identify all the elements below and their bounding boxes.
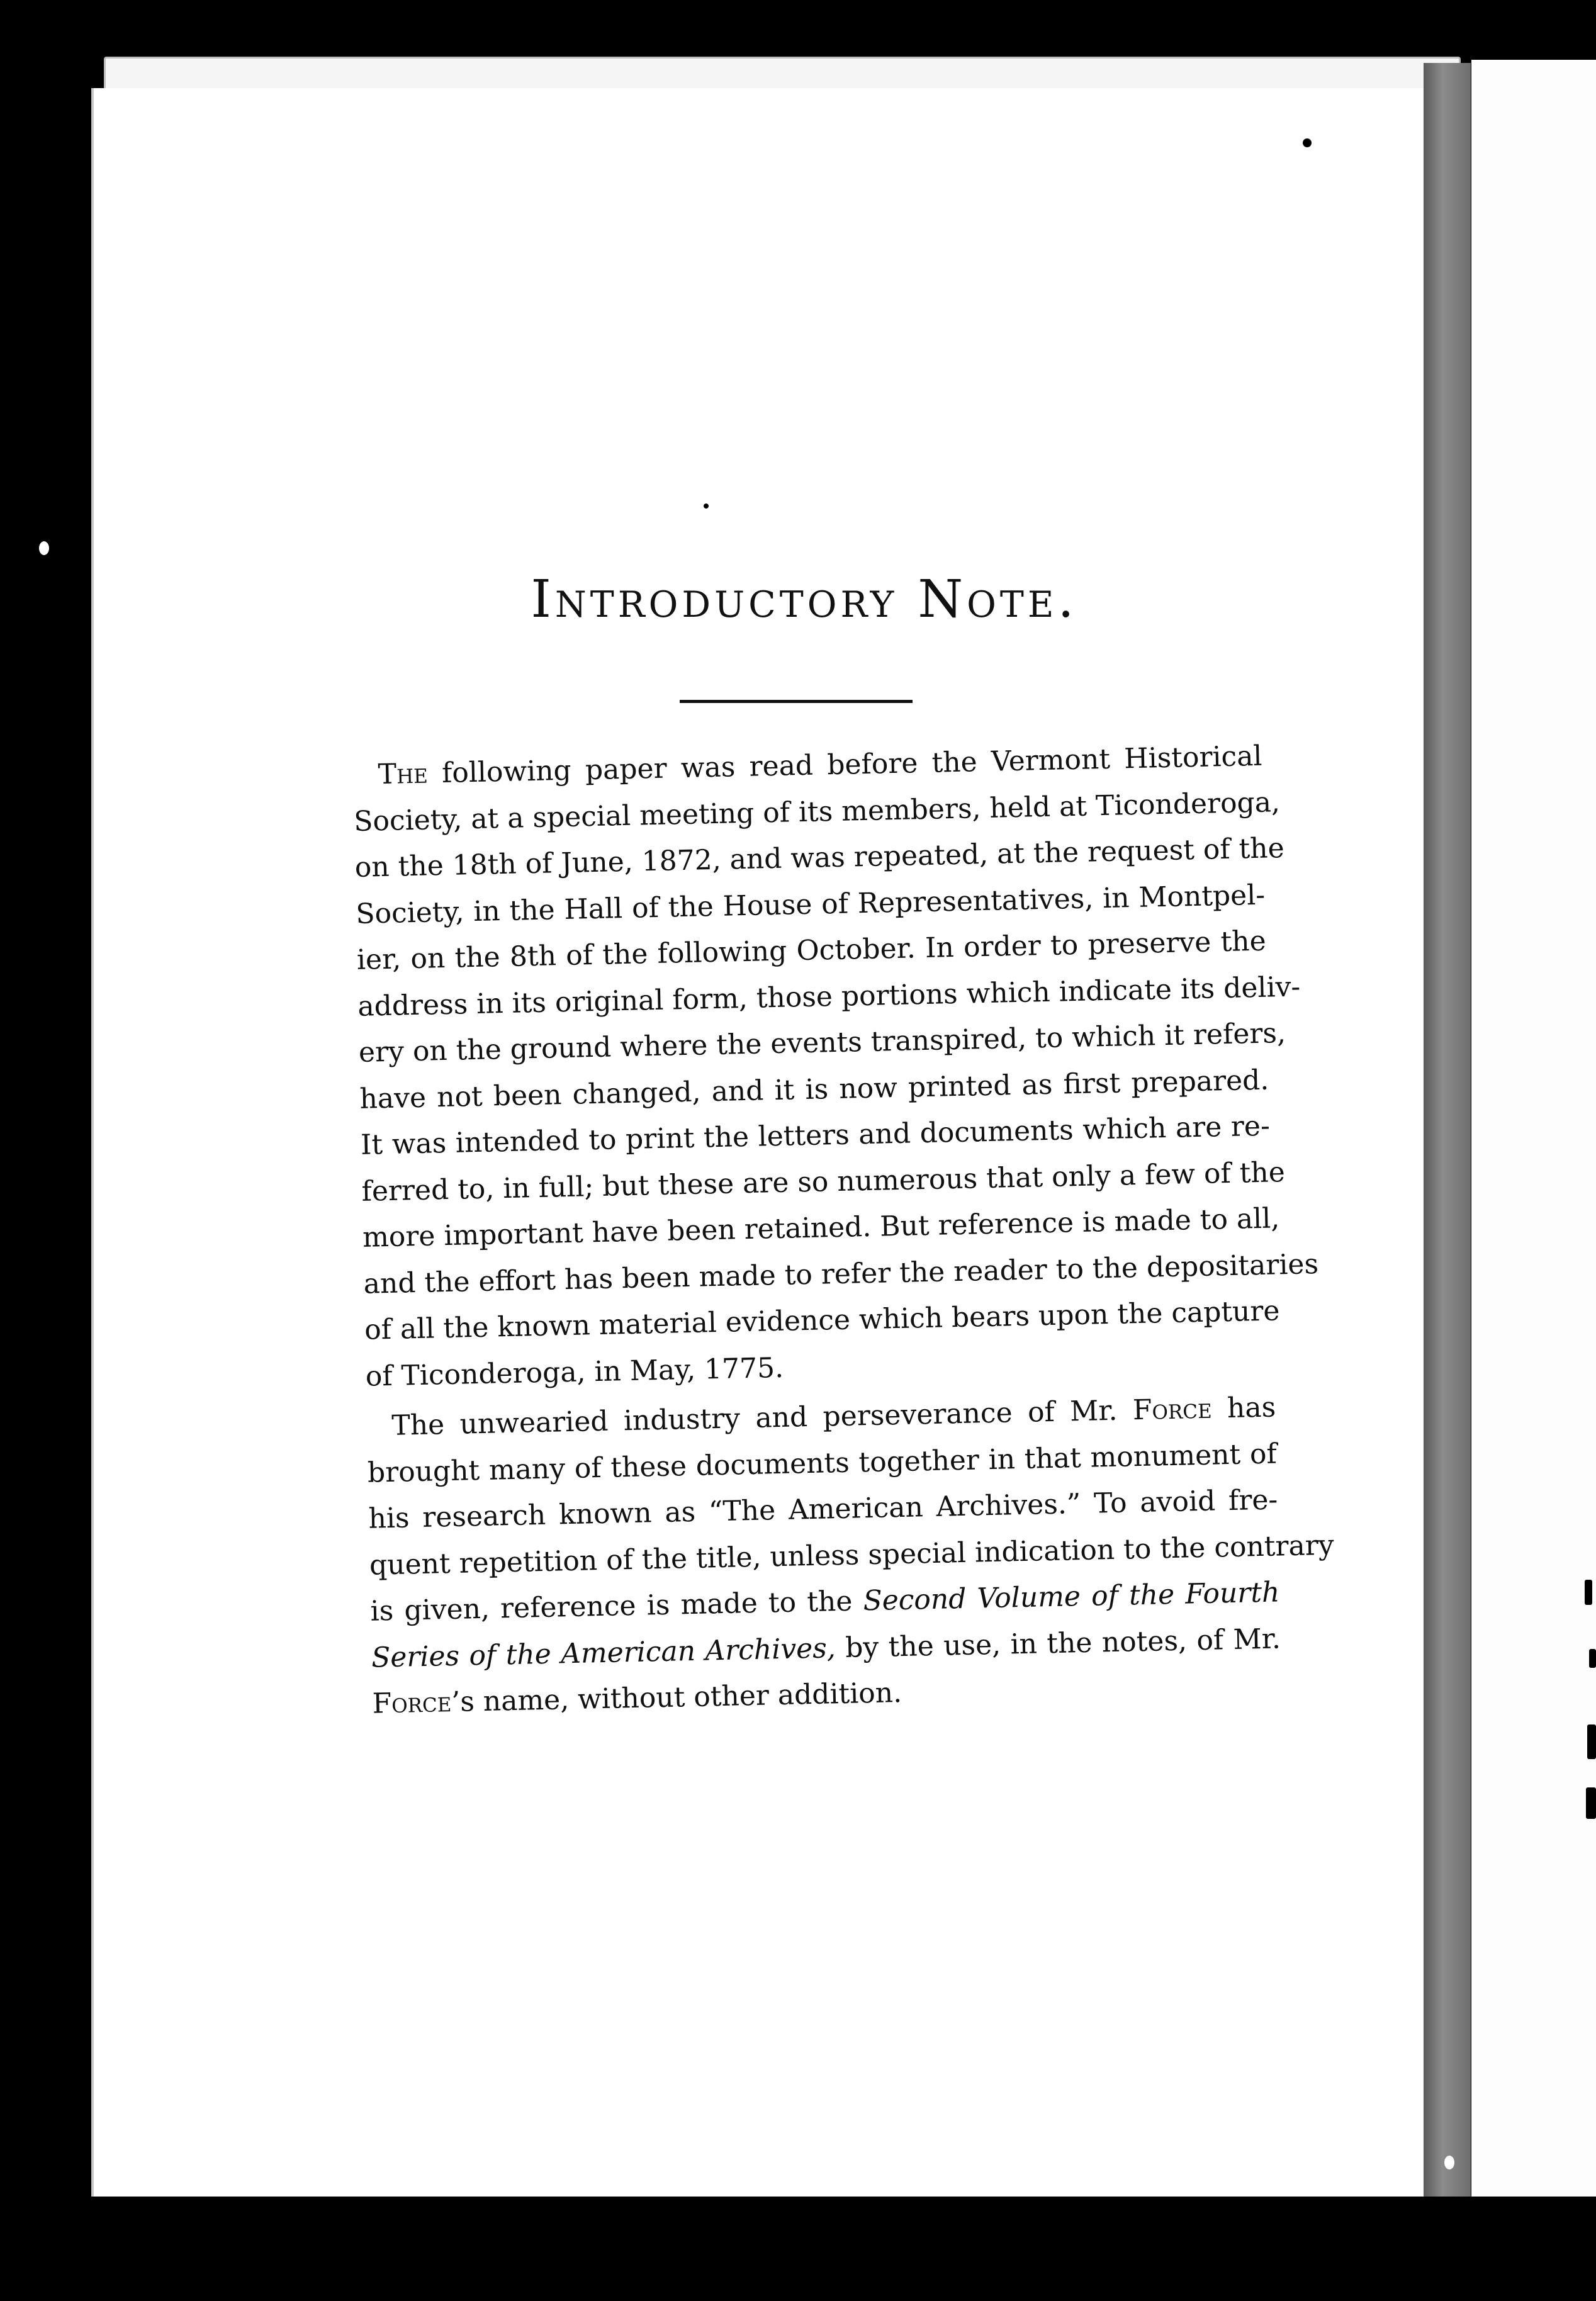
scan-speck (1444, 2156, 1454, 2169)
scan-speck (1589, 1649, 1596, 1668)
text-line: ery on the ground where the events transpired, to which it refers, (358, 1017, 1286, 1069)
scan-left-border (0, 0, 91, 2301)
text-line: quent repetition of the title, unless special indication to the contrary (369, 1529, 1335, 1582)
scan-speck (39, 541, 49, 555)
scan-speck (1585, 1580, 1592, 1605)
gutter-shadow (1424, 63, 1471, 2203)
line-text: The unwearied industry and perseverance of Mr. (391, 1394, 1133, 1442)
text-line: his research known as “The American Archives.” To avoid fre- (368, 1483, 1278, 1535)
scan-speck (1303, 138, 1312, 147)
scan-speck (1587, 1724, 1596, 1759)
text-line: Society, at a special meeting of its members, held at Ticonderoga, (353, 785, 1281, 838)
text-line: of Ticonderoga, in May, 1775. (365, 1351, 784, 1393)
page-title: Introductory Note. (531, 570, 1078, 629)
line-text: ’s name, without other addition. (451, 1677, 902, 1719)
paragraph-1 (352, 733, 1319, 1400)
text-line: It was intended to print the letters and documents which are re- (360, 1110, 1271, 1161)
name-force: Force (372, 1686, 452, 1720)
scan-speck (1586, 1787, 1596, 1819)
drop-word: The (378, 757, 429, 791)
adjacent-page-edge (1471, 60, 1596, 2212)
title-rule (680, 700, 913, 703)
text-line: have not been changed, and it is now printed as first prepared. (359, 1064, 1269, 1115)
text-line: of all the known material evidence which bears upon the capture (364, 1295, 1280, 1346)
line-text: following paper was read before the Vermont Historical (427, 740, 1262, 790)
text-line: brought many of these documents together in that monument of (367, 1437, 1278, 1489)
text-line: Society, in the Hall of the House of Representatives, in Montpel- (355, 879, 1266, 930)
scan-speck (704, 504, 709, 509)
italic-title: Series of the American Archives, (371, 1631, 836, 1674)
line-text: is given, reference is made to the (370, 1585, 864, 1628)
text-line: on the 18th of June, 1872, and was repeated, at the request of the (354, 832, 1285, 884)
text-line: ferred to, in full; but these are so numerous that only a few of the (361, 1156, 1286, 1208)
name-force: Force (1132, 1392, 1213, 1427)
italic-title: Second Volume of the Fourth (863, 1576, 1280, 1617)
text-line: ier, on the 8th of the following October. In order to preserve the (356, 925, 1267, 976)
text-line: more important have been retained. But reference is made to all, (362, 1202, 1280, 1254)
scan-bottom-border (0, 2197, 1596, 2301)
line-text: by the use, in the notes, of Mr. (835, 1622, 1281, 1664)
text-line: address in its original form, those portions which indicate its deliv- (357, 970, 1301, 1023)
paragraph-2 (366, 1385, 1335, 1728)
text-line: and the effort has been made to refer the reader to the depositaries (363, 1247, 1319, 1300)
line-text: has (1211, 1391, 1276, 1425)
body-text (352, 733, 1335, 1727)
